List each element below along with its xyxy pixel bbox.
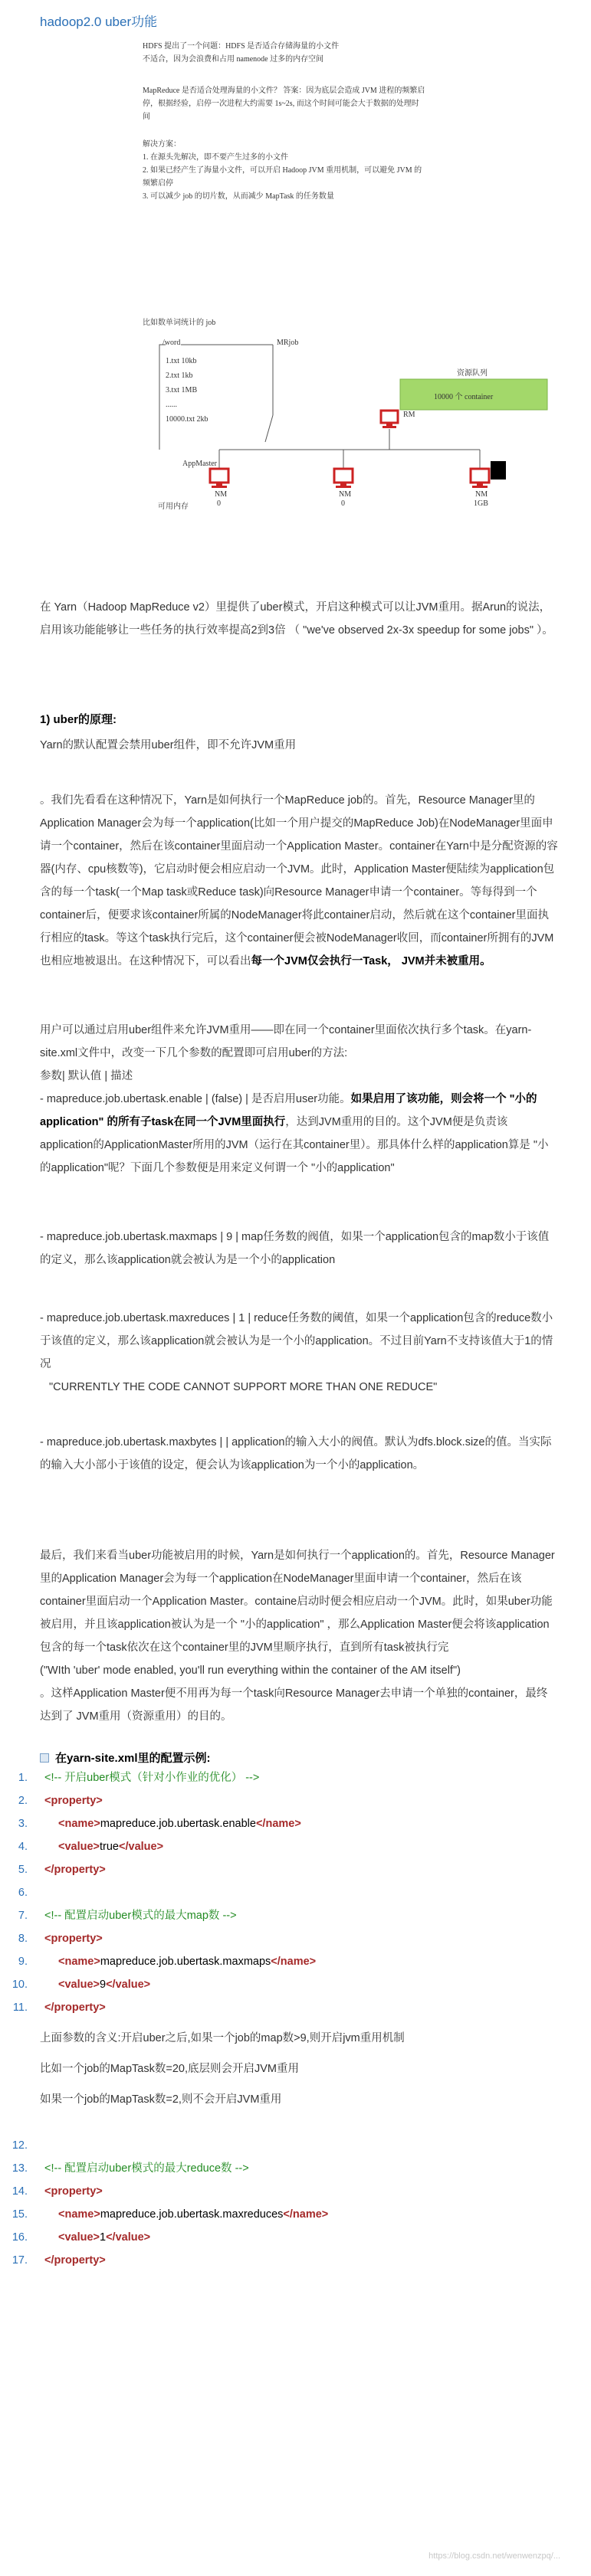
params-header: 参数| 默认值 | 描述 xyxy=(40,1070,133,1082)
code-tag: </value> xyxy=(106,1979,151,1991)
notes-line: HDFS 提出了一个问题：HDFS 是否适合存储海量的小文件 xyxy=(143,42,340,51)
nm-label: NM xyxy=(475,490,488,499)
line-number: 9. xyxy=(18,1956,28,1968)
line-number: 17. xyxy=(11,2254,28,2267)
line-number: 8. xyxy=(18,1933,28,1945)
nm-memory: 0 xyxy=(217,499,221,508)
file-item: 1.txt 10kb xyxy=(166,357,197,365)
param-maxmaps xyxy=(40,1226,558,1272)
principle-conclusion: 每一个JVM仅会执行一Task， JVM并未被重用。 xyxy=(251,955,491,967)
code-toggle-icon[interactable] xyxy=(40,1753,49,1763)
code-tag: <property> xyxy=(44,2185,103,2198)
notes-line: 2. 如果已经产生了海量小文件，可以开启 Hadoop JVM 重用机制，可以避免 JVM 的 xyxy=(143,166,422,175)
code-comment: <!-- 配置启动uber模式的最大map数 --> xyxy=(44,1910,237,1922)
black-block xyxy=(491,461,506,480)
notes-line: 不适合，因为会浪费和占用 namenode 过多的内存空间 xyxy=(143,55,324,64)
mrjob-arrow xyxy=(265,415,273,442)
section-config-example-title xyxy=(40,1750,211,1766)
nm-label: NM xyxy=(339,490,352,499)
line-number: 3. xyxy=(18,1818,28,1830)
code-src xyxy=(58,1950,316,1973)
param-enable xyxy=(40,1088,558,1180)
line-number: 5. xyxy=(18,1864,28,1876)
nm-computer-icon xyxy=(471,469,489,488)
rm-label: RM xyxy=(403,411,415,419)
code-src xyxy=(58,1812,301,1835)
code-note: 如果一个job的MapTask数=2,则不会开启JVM重用 xyxy=(40,2093,282,2106)
resource-queue-label: 资源队列 xyxy=(457,369,488,378)
final-quote: ("WIth 'uber' mode enabled, you'll run everything within the container of the AM itself") xyxy=(40,1664,461,1677)
code-tag: </name> xyxy=(283,2208,329,2221)
line-number: 16. xyxy=(11,2231,28,2244)
yarn-diagram xyxy=(143,316,549,591)
final-end: 。这样Application Master便不用再为每一个task向Resource Manager去申请一个单独的container，最终达到了 JVM重用（资源重用）的目的。 xyxy=(40,1687,548,1723)
code-note: 比如一个job的MapTask数=20,底层则会开启JVM重用 xyxy=(40,2063,299,2075)
maxreduces-quote: "CURRENTLY THE CODE CANNOT SUPPORT MORE THAN ONE REDUCE" xyxy=(49,1381,438,1393)
nm-memory: 0 xyxy=(341,499,345,508)
rm-computer-icon xyxy=(381,411,398,428)
line-number: 7. xyxy=(18,1910,28,1922)
paragraph-text xyxy=(40,789,558,973)
paragraph-default xyxy=(40,734,558,757)
mrjob-label: MRjob xyxy=(277,339,299,347)
code-tag: <property> xyxy=(44,1795,103,1807)
code-note: 上面参数的含义:开启uber之后,如果一个job的map数>9,则开启jvm重用机制 xyxy=(40,2032,405,2044)
code-tag: </property> xyxy=(44,1864,106,1876)
notes-line: MapReduce 是否适合处理海量的小文件？ 答案：因为底层会造成 JVM 进程的频繁启 xyxy=(143,87,425,95)
final-text: 最后，我们来看当uber功能被启用的时候，Yarn是如何执行一个application的。首先，Resource Manager里的Application Manager会为每一个application在NodeManager里面申请一个container，然后在该container里面启动一个Application Master。containe启动时便会相应启动一个JVM。此时，如果uber功能被启用，并且该application被认为是一个 "小的application" ，那么Application Master便会将该application包含的每一个task依次在这个container里的JVM里顺序执行，直到所有task被执行完 xyxy=(40,1550,555,1654)
paragraph-text: Yarn的默认配置会禁用uber组件，即不允许JVM重用 xyxy=(40,739,297,751)
code-src xyxy=(44,2180,103,2203)
line-number: 11. xyxy=(12,2002,28,2014)
code-tag: <property> xyxy=(44,1933,103,1945)
code-comment: <!-- 配置启动uber模式的最大reduce数 --> xyxy=(44,2162,249,2175)
paragraph-text xyxy=(40,1544,558,1659)
code-tag: </value> xyxy=(106,2231,151,2244)
param-enable-text: - mapreduce.job.ubertask.enable | (false) | 是否启用user功能。 xyxy=(40,1093,351,1105)
file-item: 3.txt 1MB xyxy=(166,386,198,394)
notes-line: 1. 在源头先解决，即不要产生过多的小文件 xyxy=(143,153,288,162)
line-number: 1. xyxy=(18,1772,28,1784)
file-item: 10000.txt 2kb xyxy=(166,415,208,424)
code-src xyxy=(44,1927,103,1950)
code-tag: <value> xyxy=(58,1841,100,1853)
paragraph-config xyxy=(40,1019,558,1180)
paragraph-text: - mapreduce.job.ubertask.maxmaps | 9 | map任务数的阀值，如果一个application包含的map数小于该值的定义，那么该application就会被认为是一个小的application xyxy=(40,1231,550,1266)
code-tag: </property> xyxy=(44,2002,106,2014)
principle-text: 。我们先看看在这种情况下，Yarn是如何执行一个MapReduce job的。首先，Resource Manager里的Application Manager会为每一个application(比如一个用户提交的MapReduce Job)在NodeManager里面申请一个container，然后在该container里面启动一个Application Master。container在Yarn中是分配资源的容器(内存、cpu核数等)，它启动时便会相应启动一个JVM。此时，Application Master便陆续为application包含的每一个task(一个Map task或Reduce task)向Resource Manager申请一个container。等每得到一个container后，便要求该container所属的NodeManager将此container启动，然后就在这个container里面执行相应的task。等这个task执行完后，这个container便会被NodeManager收回，而container所拥有的JVM也相应地被退出。在这种情况下，可以看出 xyxy=(40,794,558,967)
nm-memory: 1GB xyxy=(474,499,488,508)
paragraph-final xyxy=(40,1544,558,1728)
notes-block-3 xyxy=(143,138,422,203)
appmaster-label: AppMaster xyxy=(182,460,217,468)
notes-image xyxy=(143,40,549,591)
notes-line: 频繁启停 xyxy=(143,179,173,188)
section-uber-principle-title: 1) uber的原理: xyxy=(40,713,117,726)
paragraph-text: - mapreduce.job.ubertask.maxbytes | | application的输入大小的阀值。默认为dfs.block.size的值。当实际的输入大小部小于该值的设定，便会认为该application为一个小的application。 xyxy=(40,1436,552,1471)
code-tag: </value> xyxy=(119,1841,164,1853)
code-src xyxy=(58,2226,150,2249)
code-text: 1 xyxy=(100,2231,107,2244)
code-tag: <value> xyxy=(58,1979,100,1991)
line-number: 2. xyxy=(18,1795,28,1807)
notes-line: 停，根据经验，启停一次进程大约需要 1s~2s, 而这个时间可能会大于数据的处理时 xyxy=(143,100,419,108)
notes-line: 解决方案： xyxy=(143,140,181,149)
code-src xyxy=(44,1858,106,1881)
notes-block-1 xyxy=(143,40,339,66)
code-tag: </property> xyxy=(44,2254,106,2267)
code-src xyxy=(44,1996,106,2019)
paragraph-text: - mapreduce.job.ubertask.maxreduces | 1 | reduce任务数的阈值，如果一个application包含的reduce数小于该值的定义，那么该application就会被认为是一个小的application。不过目前Yarn不支持该值大于1的情况 xyxy=(40,1312,553,1370)
available-memory-label: 可用内存 xyxy=(158,502,189,511)
code-tag: <name> xyxy=(58,2208,100,2221)
word-label: /word xyxy=(163,339,181,347)
paragraph-principle xyxy=(40,789,558,973)
file-list xyxy=(166,354,208,427)
files-bracket xyxy=(159,345,166,450)
line-number: 10. xyxy=(11,1979,28,1991)
watermark: https://blog.csdn.net/wenwenzpq/... xyxy=(428,2551,560,2561)
code-text: mapreduce.job.ubertask.maxmaps xyxy=(100,1956,271,1968)
code-text: 9 xyxy=(100,1979,107,1991)
code-text: true xyxy=(100,1841,120,1853)
paragraph-intro xyxy=(40,596,558,642)
code-tag: <name> xyxy=(58,1956,100,1968)
code-tag: <value> xyxy=(58,2231,100,2244)
code-src xyxy=(44,1789,103,1812)
nm-label: NM xyxy=(215,490,228,499)
code-tag: </name> xyxy=(271,1956,317,1968)
line-number: 12. xyxy=(11,2139,28,2152)
file-item: ...... xyxy=(166,401,177,409)
code-src xyxy=(58,1973,150,1996)
code-tag: <name> xyxy=(58,1818,100,1830)
code-text: mapreduce.job.ubertask.enable xyxy=(100,1818,256,1830)
line-number: 13. xyxy=(11,2162,28,2175)
line-number: 14. xyxy=(11,2185,28,2198)
param-enable-desc: ，达到JVM重用的目的。这个JVM便是负责该application的ApplicationMaster所用的JVM（运行在其container里）。那具体什么样的application算是 "小的application"呢？下面几个参数便是用来定义何谓一个 "小的application" xyxy=(40,1116,549,1174)
line-number: 6. xyxy=(18,1887,28,1899)
code-tag: </name> xyxy=(255,1818,301,1830)
param-maxreduces xyxy=(40,1307,558,1399)
notes-line: 间 xyxy=(143,113,150,121)
code-block xyxy=(0,1766,591,2571)
paragraph-text: 在 Yarn（Hadoop MapReduce v2）里提供了uber模式，开启这种模式可以让JVM重用。据Arun的说法，启用该功能能够让一些任务的执行效率提高2到3倍 （ "we've observed 2x-3x speedup for some jobs" ）。 xyxy=(40,601,553,637)
code-src xyxy=(58,1835,163,1858)
paragraph-text: 用户可以通过启用uber组件来允许JVM重用——即在同一个container里面依次执行多个task。在yarn-site.xml文件中，改变一下几个参数的配置即可启用uber的方法: xyxy=(40,1024,532,1059)
container-box-label: 10000 个 container xyxy=(434,393,494,401)
code-src xyxy=(44,2249,106,2272)
code-text: mapreduce.job.ubertask.maxreduces xyxy=(100,2208,284,2221)
code-src xyxy=(58,2203,328,2226)
line-number: 4. xyxy=(18,1841,28,1853)
param-maxbytes xyxy=(40,1431,558,1477)
section-title-text: 在yarn-site.xml里的配置示例: xyxy=(55,1752,211,1765)
nm-computer-icon xyxy=(210,469,228,488)
notes-line: 3. 可以减少 job 的切片数，从而减少 MapTask 的任务数量 xyxy=(143,192,334,201)
param-enable-bold: 如果启用了该功能，则会将一个 "小的application" 的所有子task在同一个JVM里面执行 xyxy=(40,1093,537,1128)
nm-computer-icon xyxy=(334,469,353,488)
article-title: hadoop2.0 uber功能 xyxy=(40,15,158,29)
line-number: 15. xyxy=(11,2208,28,2221)
notes-block-2 xyxy=(143,84,425,123)
code-comment: <!-- 开启uber模式（针对小作业的优化） --> xyxy=(44,1772,260,1784)
diagram-caption: 比如数单词统计的 job xyxy=(143,319,216,327)
file-item: 2.txt 1kb xyxy=(166,372,193,380)
